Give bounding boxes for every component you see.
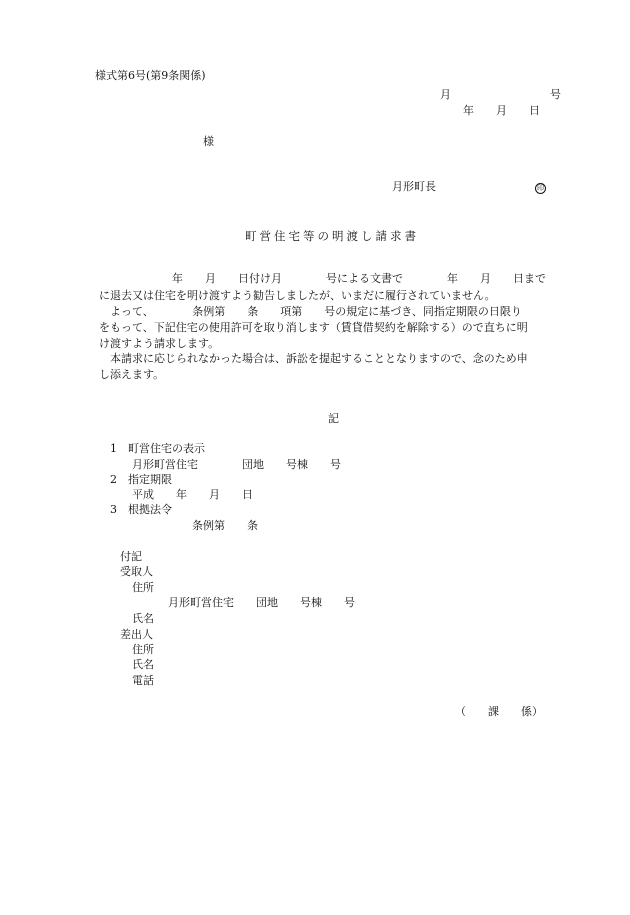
addressee: 様 xyxy=(203,135,214,148)
document-date: 年 月 日 xyxy=(463,104,540,117)
sender-label: 差出人 xyxy=(120,628,153,641)
footer-section: （ 課 係） xyxy=(455,705,543,718)
item-3-heading: 3 根拠法令 xyxy=(110,503,172,516)
receiver-address-label: 住所 xyxy=(132,581,154,594)
sender-phone-label: 電話 xyxy=(132,674,154,687)
body-line-2: に退去又は住宅を明け渡すよう勧告しましたが、いまだに履行されていません。 xyxy=(99,289,496,302)
form-label: 様式第6号(第9条関係) xyxy=(95,69,206,82)
sender-name: 月形町長 xyxy=(392,180,436,193)
body-line-7: し添えます。 xyxy=(99,368,165,381)
document-title: 町営住宅等の明渡し請求書 xyxy=(245,229,419,243)
receiver-label: 受取人 xyxy=(120,565,153,578)
ki-heading: 記 xyxy=(328,412,339,425)
body-line-6: 本請求に応じられなかった場合は、訴訟を提起することとなりますので、念のため申 xyxy=(99,352,528,365)
receiver-address-value: 月形町営住宅 団地 号棟 号 xyxy=(168,596,355,609)
document-number: 月 号 xyxy=(440,88,561,101)
item-1-detail: 月形町営住宅 団地 号棟 号 xyxy=(132,458,341,471)
body-line-3: よって、 条例第 条 項第 号の規定に基づき、同指定期限の日限り xyxy=(99,305,522,318)
item-3-detail: 条例第 条 xyxy=(192,519,258,532)
body-line-5: け渡すよう請求します。 xyxy=(99,337,220,350)
item-2-detail: 平成 年 月 日 xyxy=(132,488,253,501)
receiver-name-label: 氏名 xyxy=(132,612,154,625)
seal-icon xyxy=(535,180,546,194)
seal-mark: 印 xyxy=(537,184,544,192)
body-line-4: をもって、下記住宅の使用許可を取り消します（賃貸借契約を解除する）ので直ちに明 xyxy=(99,321,528,334)
body-line-1: 年 月 日付け月 号による文書で 年 月 日まで xyxy=(117,272,546,285)
sender-address-label: 住所 xyxy=(132,643,154,656)
item-1-heading: 1 町営住宅の表示 xyxy=(110,442,205,455)
sender-name-label: 氏名 xyxy=(132,658,154,671)
item-2-heading: 2 指定期限 xyxy=(110,473,172,486)
fuki-label: 付記 xyxy=(120,550,142,563)
